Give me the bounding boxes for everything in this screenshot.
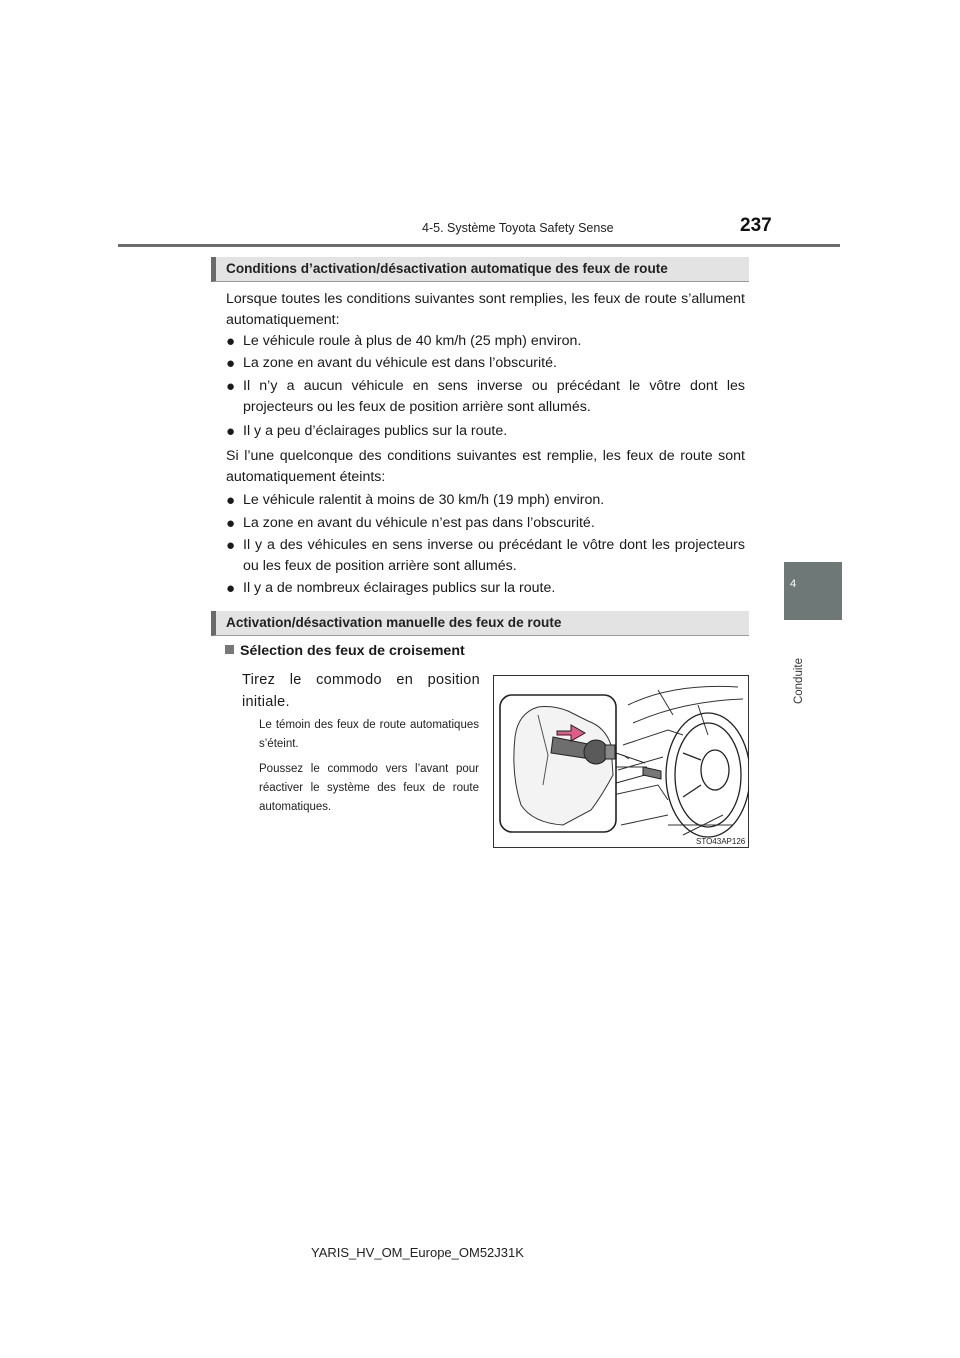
note-text: Poussez le commodo vers l’avant pour réactiver le système des feux de route automatiques. bbox=[259, 763, 479, 813]
bullet-icon: ● bbox=[226, 515, 236, 532]
list-item bbox=[226, 421, 745, 442]
section-heading-automatic-text: Conditions d’activation/désactivation automatique des feux de route bbox=[226, 261, 668, 276]
list-item bbox=[226, 513, 745, 534]
running-header-section: 4-5. Système Toyota Safety Sense bbox=[422, 221, 614, 235]
list-item bbox=[226, 578, 745, 599]
bullet-icon: ● bbox=[226, 492, 236, 509]
list-item-text: Le véhicule roule à plus de 40 km/h (25 mph) environ. bbox=[243, 333, 582, 349]
note-text: Le témoin des feux de route automatiques s’éteint. bbox=[259, 719, 479, 750]
list-item-text: Il y a de nombreux éclairages publics sur la route. bbox=[243, 580, 556, 596]
list-item bbox=[226, 331, 745, 352]
document-code: YARIS_HV_OM_Europe_OM52J31K bbox=[311, 1245, 524, 1260]
section-heading-manual-text: Activation/désactivation manuelle des feux de route bbox=[226, 615, 562, 630]
chapter-tab-label: Conduite bbox=[793, 658, 805, 705]
bullet-icon: ● bbox=[226, 580, 236, 597]
section-heading-manual bbox=[211, 611, 749, 636]
chapter-tab-number: 4 bbox=[790, 578, 797, 590]
list-item bbox=[226, 353, 745, 374]
intro-off-paragraph: Si l’une quelconque des conditions suivantes est remplie, les feux de route sont automatiquement éteints: bbox=[226, 448, 745, 485]
intro-on-paragraph: Lorsque toutes les conditions suivantes sont remplies, les feux de route s’allument automatiquement: bbox=[226, 291, 745, 328]
list-item bbox=[226, 376, 745, 418]
list-item bbox=[226, 535, 745, 577]
list-item-text: Il y a des véhicules en sens inverse ou précédant le vôtre dont les projecteurs ou les feux de position arrière sont allumés. bbox=[243, 537, 745, 574]
list-item-text: La zone en avant du véhicule est dans l’obscurité. bbox=[243, 355, 557, 371]
subsection-title-text: Sélection des feux de croisement bbox=[240, 643, 465, 659]
bullet-icon: ● bbox=[226, 355, 236, 372]
lever-illustration bbox=[493, 675, 749, 848]
list-item bbox=[226, 490, 745, 511]
list-item-text: Il n’y a aucun véhicule en sens inverse ou précédant le vôtre dont les projecteurs ou les feux de position arrière sont allumés. bbox=[243, 378, 745, 415]
list-item-text: La zone en avant du véhicule n’est pas dans l’obscurité. bbox=[243, 515, 595, 531]
square-bullet-icon bbox=[225, 645, 234, 654]
chapter-tab bbox=[784, 562, 842, 620]
bullet-icon: ● bbox=[226, 537, 236, 554]
list-item-text: Il y a peu d’éclairages publics sur la route. bbox=[243, 423, 508, 439]
section-heading-automatic bbox=[211, 257, 749, 282]
page-number: 237 bbox=[740, 215, 772, 236]
header-rule bbox=[118, 244, 840, 247]
instruction-text: Tirez le commodo en position initiale. bbox=[242, 672, 480, 710]
bullet-icon: ● bbox=[226, 423, 236, 440]
figure-code: STO43AP126 bbox=[696, 837, 746, 846]
bullet-icon: ● bbox=[226, 378, 236, 395]
subsection-title bbox=[225, 643, 465, 659]
bullet-icon: ● bbox=[226, 333, 236, 350]
list-item-text: Le véhicule ralentit à moins de 30 km/h (19 mph) environ. bbox=[243, 492, 605, 508]
